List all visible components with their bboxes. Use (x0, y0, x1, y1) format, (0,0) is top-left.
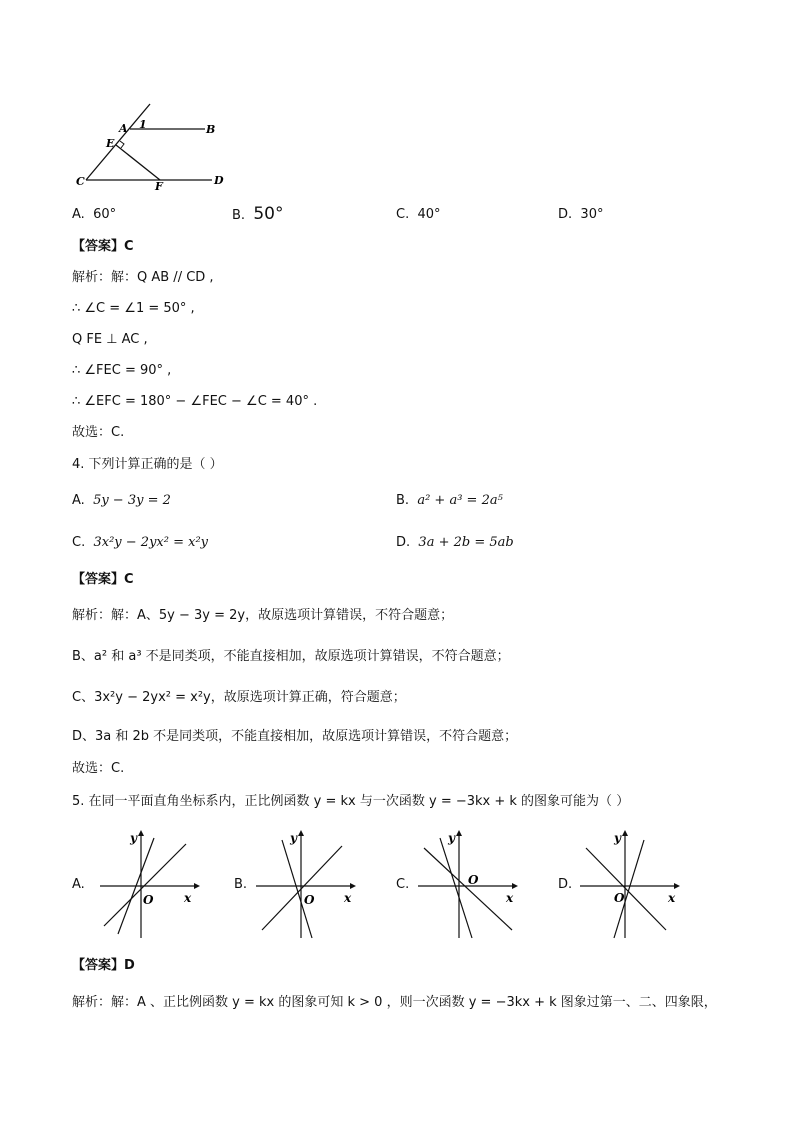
q5-graph-b-letter: B. (234, 877, 248, 892)
point-B-label: B (206, 123, 216, 136)
q3-solution-line-2: ∴ ∠C = ∠1 = 50° , (72, 301, 195, 316)
graph-a-origin-label: O (143, 893, 154, 907)
q3-solution-line-5: ∴ ∠EFC = 180° − ∠FEC − ∠C = 40° . (72, 394, 318, 409)
angle-1-label: 1 (139, 118, 147, 131)
q4-option-c: C. 3x²y − 2yx² = x²y (72, 535, 209, 550)
q4-solution-line-5: 故选：C. (72, 761, 125, 776)
q5-solution-line-1: 解析：解：A 、正比例函数 y = kx 的图象可知 k > 0 ，则一次函数 y = −3kx + k 图象过第一、二、四象限， (72, 995, 717, 1010)
q4-solution-line-4: D、3a 和 2b 不是同类项，不能直接相加，故原选项计算错误，不符合题意； (72, 729, 518, 744)
q5-graph-c-letter: C. (396, 877, 410, 892)
q3-answer: 【答案】C (72, 239, 134, 254)
q4-solution-line-1: 解析：解：A、5y − 3y = 2y，故原选项计算错误，不符合题意； (72, 608, 454, 623)
q3-solution-line-4: ∴ ∠FEC = 90° , (72, 363, 172, 378)
graph-d-y-label: y (614, 831, 621, 845)
q4-answer: 【答案】C (72, 572, 134, 587)
q3-solution-line-1: 解析：解：Q AB // CD , (72, 270, 214, 285)
graph-c-origin-label: O (468, 873, 479, 887)
q3-geometry-figure (72, 98, 242, 198)
graph-a-y-label: y (130, 831, 137, 845)
point-D-label: D (214, 174, 224, 187)
graph-c-x-label: x (506, 891, 514, 905)
q3-option-c: C. 40° (396, 207, 441, 222)
point-A-label: A (119, 122, 128, 135)
graph-c-y-label: y (448, 831, 455, 845)
q4-solution-line-3: C、3x²y − 2yx² = x²y，故原选项计算正确，符合题意； (72, 690, 406, 705)
q3-option-b: B. 50° (232, 204, 284, 224)
q4-option-b: B. a² + a³ = 2a⁵ (396, 493, 503, 508)
q5-graph-d (576, 826, 686, 941)
q3-option-d: D. 30° (558, 207, 604, 222)
q3-solution-line-3: Q FE ⊥ AC , (72, 332, 148, 347)
q4-option-d: D. 3a + 2b = 5ab (396, 535, 514, 550)
q5-answer: 【答案】D (72, 958, 135, 973)
q4-option-a: A. 5y − 3y = 2 (72, 493, 171, 508)
q4-stem: 4. 下列计算正确的是（ ） (72, 457, 223, 472)
graph-b-y-label: y (290, 831, 297, 845)
point-E-label: E (106, 137, 115, 150)
graph-b-x-label: x (344, 891, 352, 905)
q5-graph-d-letter: D. (558, 877, 573, 892)
q4-solution-line-2: B、a² 和 a³ 不是同类项，不能直接相加，故原选项计算错误，不符合题意； (72, 649, 510, 664)
graph-b-origin-label: O (304, 893, 315, 907)
q5-stem: 5. 在同一平面直角坐标系内，正比例函数 y = kx 与一次函数 y = −3kx + k 的图象可能为（ ） (72, 794, 630, 809)
graph-a-x-label: x (184, 891, 192, 905)
q5-graph-c (414, 826, 524, 941)
q5-graph-b (252, 826, 362, 941)
graph-d-x-label: x (668, 891, 676, 905)
q5-graph-a (92, 826, 202, 941)
q3-option-a: A. 60° (72, 207, 117, 222)
q5-graph-a-letter: A. (72, 877, 85, 892)
graph-d-origin-label: O (614, 891, 625, 905)
q3-solution-line-6: 故选：C. (72, 425, 125, 440)
point-F-label: F (155, 180, 163, 193)
point-C-label: C (76, 175, 85, 188)
